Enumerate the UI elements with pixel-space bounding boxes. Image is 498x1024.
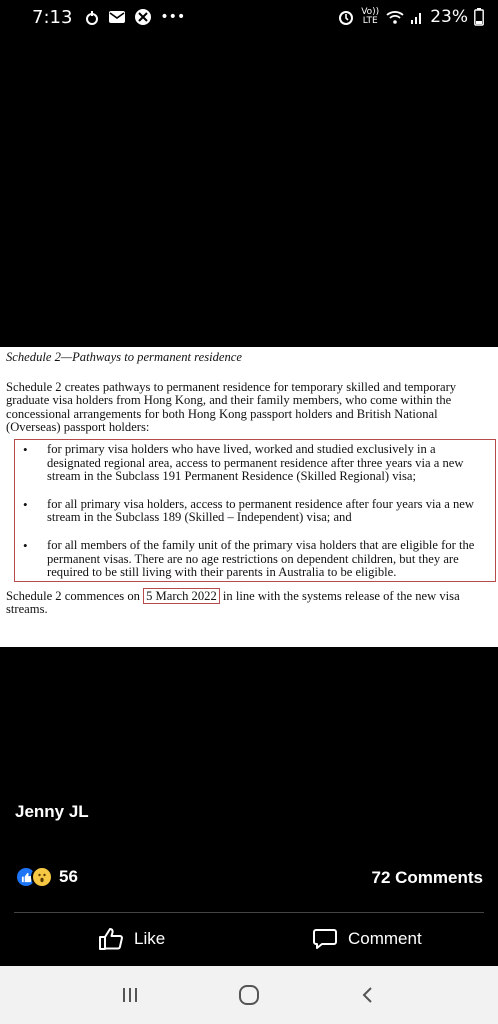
more-icon: ••• <box>160 9 186 25</box>
recent-apps-icon[interactable] <box>110 975 150 1015</box>
like-label: Like <box>134 929 166 948</box>
signal-icon <box>410 9 424 25</box>
alarm-icon <box>338 9 354 25</box>
document-image[interactable] <box>0 347 498 647</box>
android-nav-bar <box>0 966 498 1024</box>
reaction-summary[interactable] <box>15 866 78 888</box>
bullet-item <box>21 498 489 525</box>
bullet-dot: • <box>23 496 28 512</box>
footer-text-after: in line with the systems release of the new visa streams. <box>6 588 460 617</box>
comment-bubble-icon <box>312 927 338 951</box>
footer-text-before: Schedule 2 commences on <box>6 588 144 603</box>
comments-count-link[interactable]: 72 Comments <box>371 868 483 887</box>
wow-reaction-icon <box>31 866 53 888</box>
bullet-text: for primary visa holders who have lived, worked and studied exclusively in a designated regional area, access to permanent residence after three years via a new stream in the Subclass 191 Permanent Residence (Skilled Regional) visa; <box>47 441 464 484</box>
notification-icons <box>84 8 185 26</box>
bullet-item <box>21 539 489 580</box>
wifi-icon <box>386 9 404 25</box>
volte-icon: Vo)) LTE <box>361 7 380 26</box>
back-icon[interactable] <box>348 975 388 1015</box>
bullet-item <box>21 443 489 484</box>
status-bar <box>0 0 498 34</box>
divider <box>14 912 484 913</box>
document-footer <box>6 590 492 617</box>
post-author[interactable]: Jenny JL <box>15 802 89 821</box>
comment-label: Comment <box>348 929 422 948</box>
document-heading: Schedule 2—Pathways to permanent residence <box>6 350 242 364</box>
mail-icon <box>108 10 126 24</box>
status-time: 7:13 <box>32 6 73 28</box>
highlighted-date: 5 March 2022 <box>143 588 220 604</box>
notification-icon <box>84 9 100 25</box>
app-icon <box>134 8 152 26</box>
highlighted-bullet-list <box>14 439 496 582</box>
battery-percent: 23% <box>430 7 468 27</box>
bullet-dot: • <box>23 441 28 457</box>
like-button[interactable] <box>98 927 165 951</box>
bullet-text: for all members of the family unit of the primary visa holders that are eligible for the permanent visas. There are no age restrictions on dependent children, but they are required to be still living with their parents in Australia to be eligible. <box>47 537 475 580</box>
comment-button[interactable] <box>312 927 422 951</box>
home-icon[interactable] <box>229 975 269 1015</box>
thumbs-up-icon <box>98 927 124 951</box>
bullet-text: for all primary visa holders, access to permanent residence after four years via a new stream in the Subclass 189 (Skilled – Independent) visa; and <box>47 496 474 525</box>
document-intro: Schedule 2 creates pathways to permanent residence for temporary skilled and temporary graduate visa holders from Hong Kong, and their family members, who come within the concessional arrangements for both Hong Kong passport holders and British National (Overseas) passport holders: <box>6 379 457 435</box>
bullet-dot: • <box>23 537 28 553</box>
battery-icon <box>474 8 484 26</box>
reaction-count: 56 <box>59 867 78 886</box>
